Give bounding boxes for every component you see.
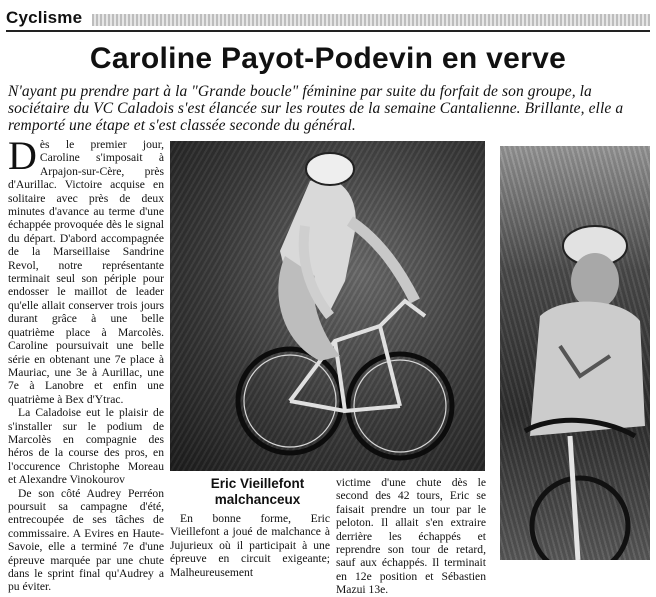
sidebar-paragraph-1: En bonne forme, Eric Vieillefont a joué de malchance à Jujurieux où il participait à une épreuve en circuit exigeante; Malheureusement [170, 512, 330, 579]
paragraph-1-text: ès le premier jour, Caroline s'imposait à Arpajon-sur-Cère, près d'Aurillac. Victoire acquise en solitaire avec près de deux minutes d'avance au terme d'une échappée provoquée dès le signal du départ. D'abord accompagnée de la Marseillaise Sandrine Revol, notre représentante terminait seul son périple pour endosser le maillot de leader qu'elle allait conserver trois jours durant grâce à une belle quatrième place à Marcolès. Caroline poursuivait une belle série en obtenant une 7e place à Mauriac, une 3e à Aurillac, une 7e à Lanobre et enfin une quatrième à Bex d'Ytrac. [8, 138, 164, 406]
cyclist-portrait-illustration [500, 146, 650, 560]
article-column-1 [8, 133, 164, 594]
sidebar-column-1 [170, 512, 330, 579]
cyclist-illustration [170, 141, 485, 471]
sidebar-column-2 [336, 476, 486, 597]
section-rubric: Cyclisme [6, 8, 83, 27]
section-header [6, 8, 650, 32]
article-headline: Caroline Payot-Podevin en verve [89, 42, 567, 75]
photo-eric-vieillefont [500, 146, 650, 560]
sidebar-paragraph-2: victime d'une chute dès le second des 42 tours, Eric se faisait prendre un tour par le peloton. Il allait s'en extraire derrière les échappés et reprendre son tour de retard, sauf aux échappés. Il terminait en 12e position et Sébastien Mazui 13e. [336, 476, 486, 597]
sidebar-title: Eric Vieillefont malchanceux [210, 476, 305, 507]
photo-cyclist-riding [170, 141, 485, 471]
article-paragraph-1 [8, 133, 164, 406]
header-shading [92, 14, 650, 26]
drop-cap: D [8, 133, 37, 178]
article-paragraph-2: La Caladoise eut le plaisir de s'installer sur le podium de Marcolès en compagnie des héros de la course des pros, en l'occurence Christophe Moreau et Alexandre Vinokourov [8, 406, 164, 487]
article-paragraph-3: De son côté Audrey Perréon poursuit sa campagne d'été, entrecoupée de ses tâches de commissaire. A Evires en Haute-Savoie, elle a terminé 7e d'une épreuve marquée par une chute dans le sprint final qu'Audrey a pu éviter. [8, 486, 164, 594]
article-standfirst: N'ayant pu prendre part à la "Grande boucle" féminine par suite du forfait de son groupe, la sociétaire du VC Caladois s'est élancée sur les routes de la semaine Cantalienne. Brillante, elle a remporté une étape et s'est classée seconde du général. [8, 83, 624, 134]
